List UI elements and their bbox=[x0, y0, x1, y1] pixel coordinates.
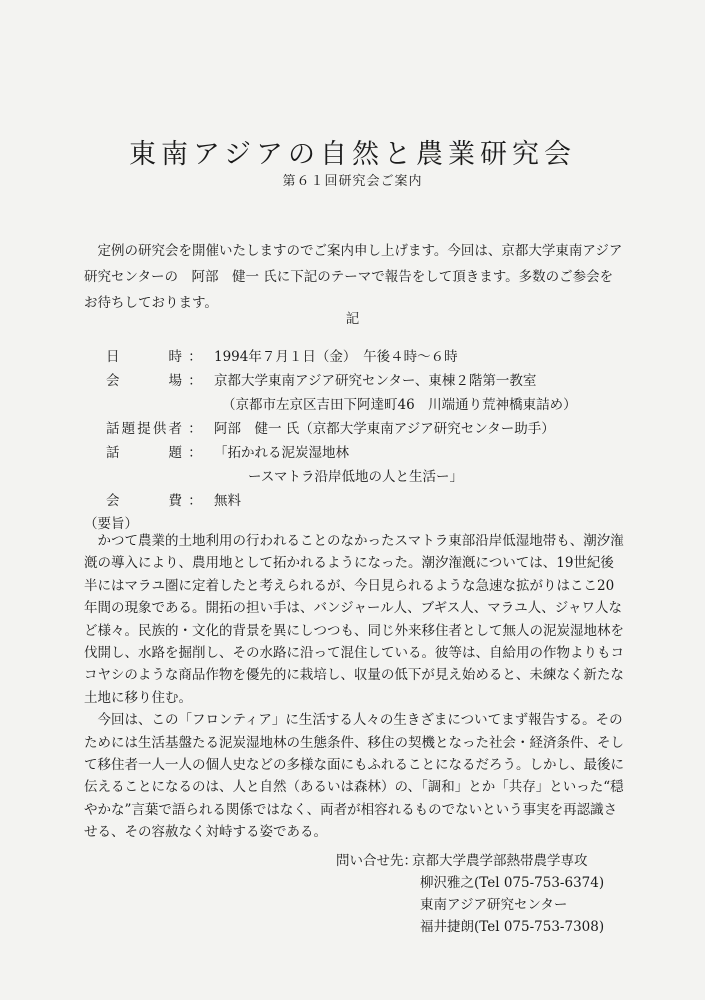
ki-marker: 記 bbox=[345, 311, 360, 327]
date-row bbox=[106, 345, 626, 369]
venue-colon: ： bbox=[188, 373, 202, 389]
fee-row bbox=[106, 489, 626, 513]
date-value: 1994年７月１日（金） 午後４時～６時 bbox=[214, 349, 458, 365]
contact-label: 問い合せ先： bbox=[336, 853, 417, 869]
speaker-label: 話題提供者 bbox=[106, 421, 182, 437]
summary-paragraph-1: かつて農業的土地利用の行われることのなかったスマトラ東部沿岸低湿地帯も、潮汐潅漑の導入により、農用地として拓かれるようになった。潮汐潅漑については、19世紀後半にはマラユ圏に定着したと考えられるが、今日見られるような急速な拡がりはここ20年間の現象である。開拓の担い手は、バンジャール人、ブギス人、マラユ人、ジャワ人など様々。民族的・文化的背景を異にしつつも、同じ外来移住者として無人の泥炭湿地林を伐開し、水路を掘削し、その水路に沿って混住している。彼等は、自給用の作物よりもココヤシのような商品作物を優先的に栽培し、収量の低下が見え始めると、未練なく新たな土地に移り住む。 bbox=[84, 533, 624, 706]
contact-org-cseas: 東南アジア研究センター bbox=[420, 897, 568, 913]
venue-address: （京都市左京区吉田下阿達町46 川端通り荒神橋東詰め） bbox=[222, 397, 577, 413]
topic-row bbox=[106, 441, 626, 465]
date-colon: ： bbox=[188, 349, 202, 365]
summary-paragraph-2: 今回は、この「フロンティア」に生活する人々の生きざまについてまず報告する。そのためには生活基盤たる泥炭湿地林の生態条件、移住の契機となった社会・経済条件、そして移住者一人一人の個人史などの多様な面にもふれることになるだろう。しかし、最後に伝えることになるのは、人と自然（あるいは森林）の、「調和」とか「共存」といった“穏やかな”言葉で語られる関係ではなく、両者が相容れるものでないという事実を再認識させる、その容赦なく対峙する姿である。 bbox=[84, 712, 624, 841]
speaker-row bbox=[106, 417, 626, 441]
contact-org-agri: 京都大学農学部熱帯農学専攻 bbox=[412, 853, 588, 869]
venue-address-row bbox=[106, 393, 626, 417]
fee-value: 無料 bbox=[214, 493, 241, 509]
contact-block bbox=[336, 850, 636, 938]
venue-row bbox=[106, 369, 626, 393]
event-details bbox=[106, 345, 626, 513]
topic-colon: ： bbox=[188, 445, 202, 461]
topic-label: 話題 bbox=[106, 445, 182, 461]
contact-person-yanagisawa: 柳沢雅之(Tel 075-753-6374) bbox=[420, 875, 605, 891]
summary-heading: （要旨） bbox=[84, 516, 138, 532]
fee-label: 会費 bbox=[106, 493, 182, 509]
speaker-value: 阿部 健一 氏（京都大学東南アジア研究センター助手） bbox=[214, 421, 555, 437]
intro-paragraph: 定例の研究会を開催いたしますのでご案内申し上げます。今回は、京都大学東南アジア研究センターの 阿部 健一 氏に下記のテーマで報告をして頂きます。多数のご参会をお待ちしております。 bbox=[84, 243, 623, 311]
venue-value: 京都大学東南アジア研究センター、東棟２階第一教室 bbox=[214, 373, 537, 389]
date-label: 日時 bbox=[106, 349, 182, 365]
speaker-colon: ： bbox=[188, 421, 202, 437]
venue-label: 会場 bbox=[106, 373, 182, 389]
fee-colon: ： bbox=[188, 493, 202, 509]
topic-value: 「拓かれる泥炭湿地林 bbox=[214, 445, 349, 461]
contact-person-fukui: 福井捷朗(Tel 075-753-7308) bbox=[420, 919, 605, 935]
topic-subtitle-row bbox=[106, 465, 626, 489]
page-title: 東南アジアの自然と農業研究会 bbox=[129, 139, 576, 170]
summary-section bbox=[84, 530, 624, 844]
page-subtitle: 第６１回研究会ご案内 bbox=[282, 174, 423, 189]
intro-section bbox=[84, 238, 624, 316]
topic-subtitle: ースマトラ沿岸低地の人と生活ー」 bbox=[248, 469, 464, 485]
